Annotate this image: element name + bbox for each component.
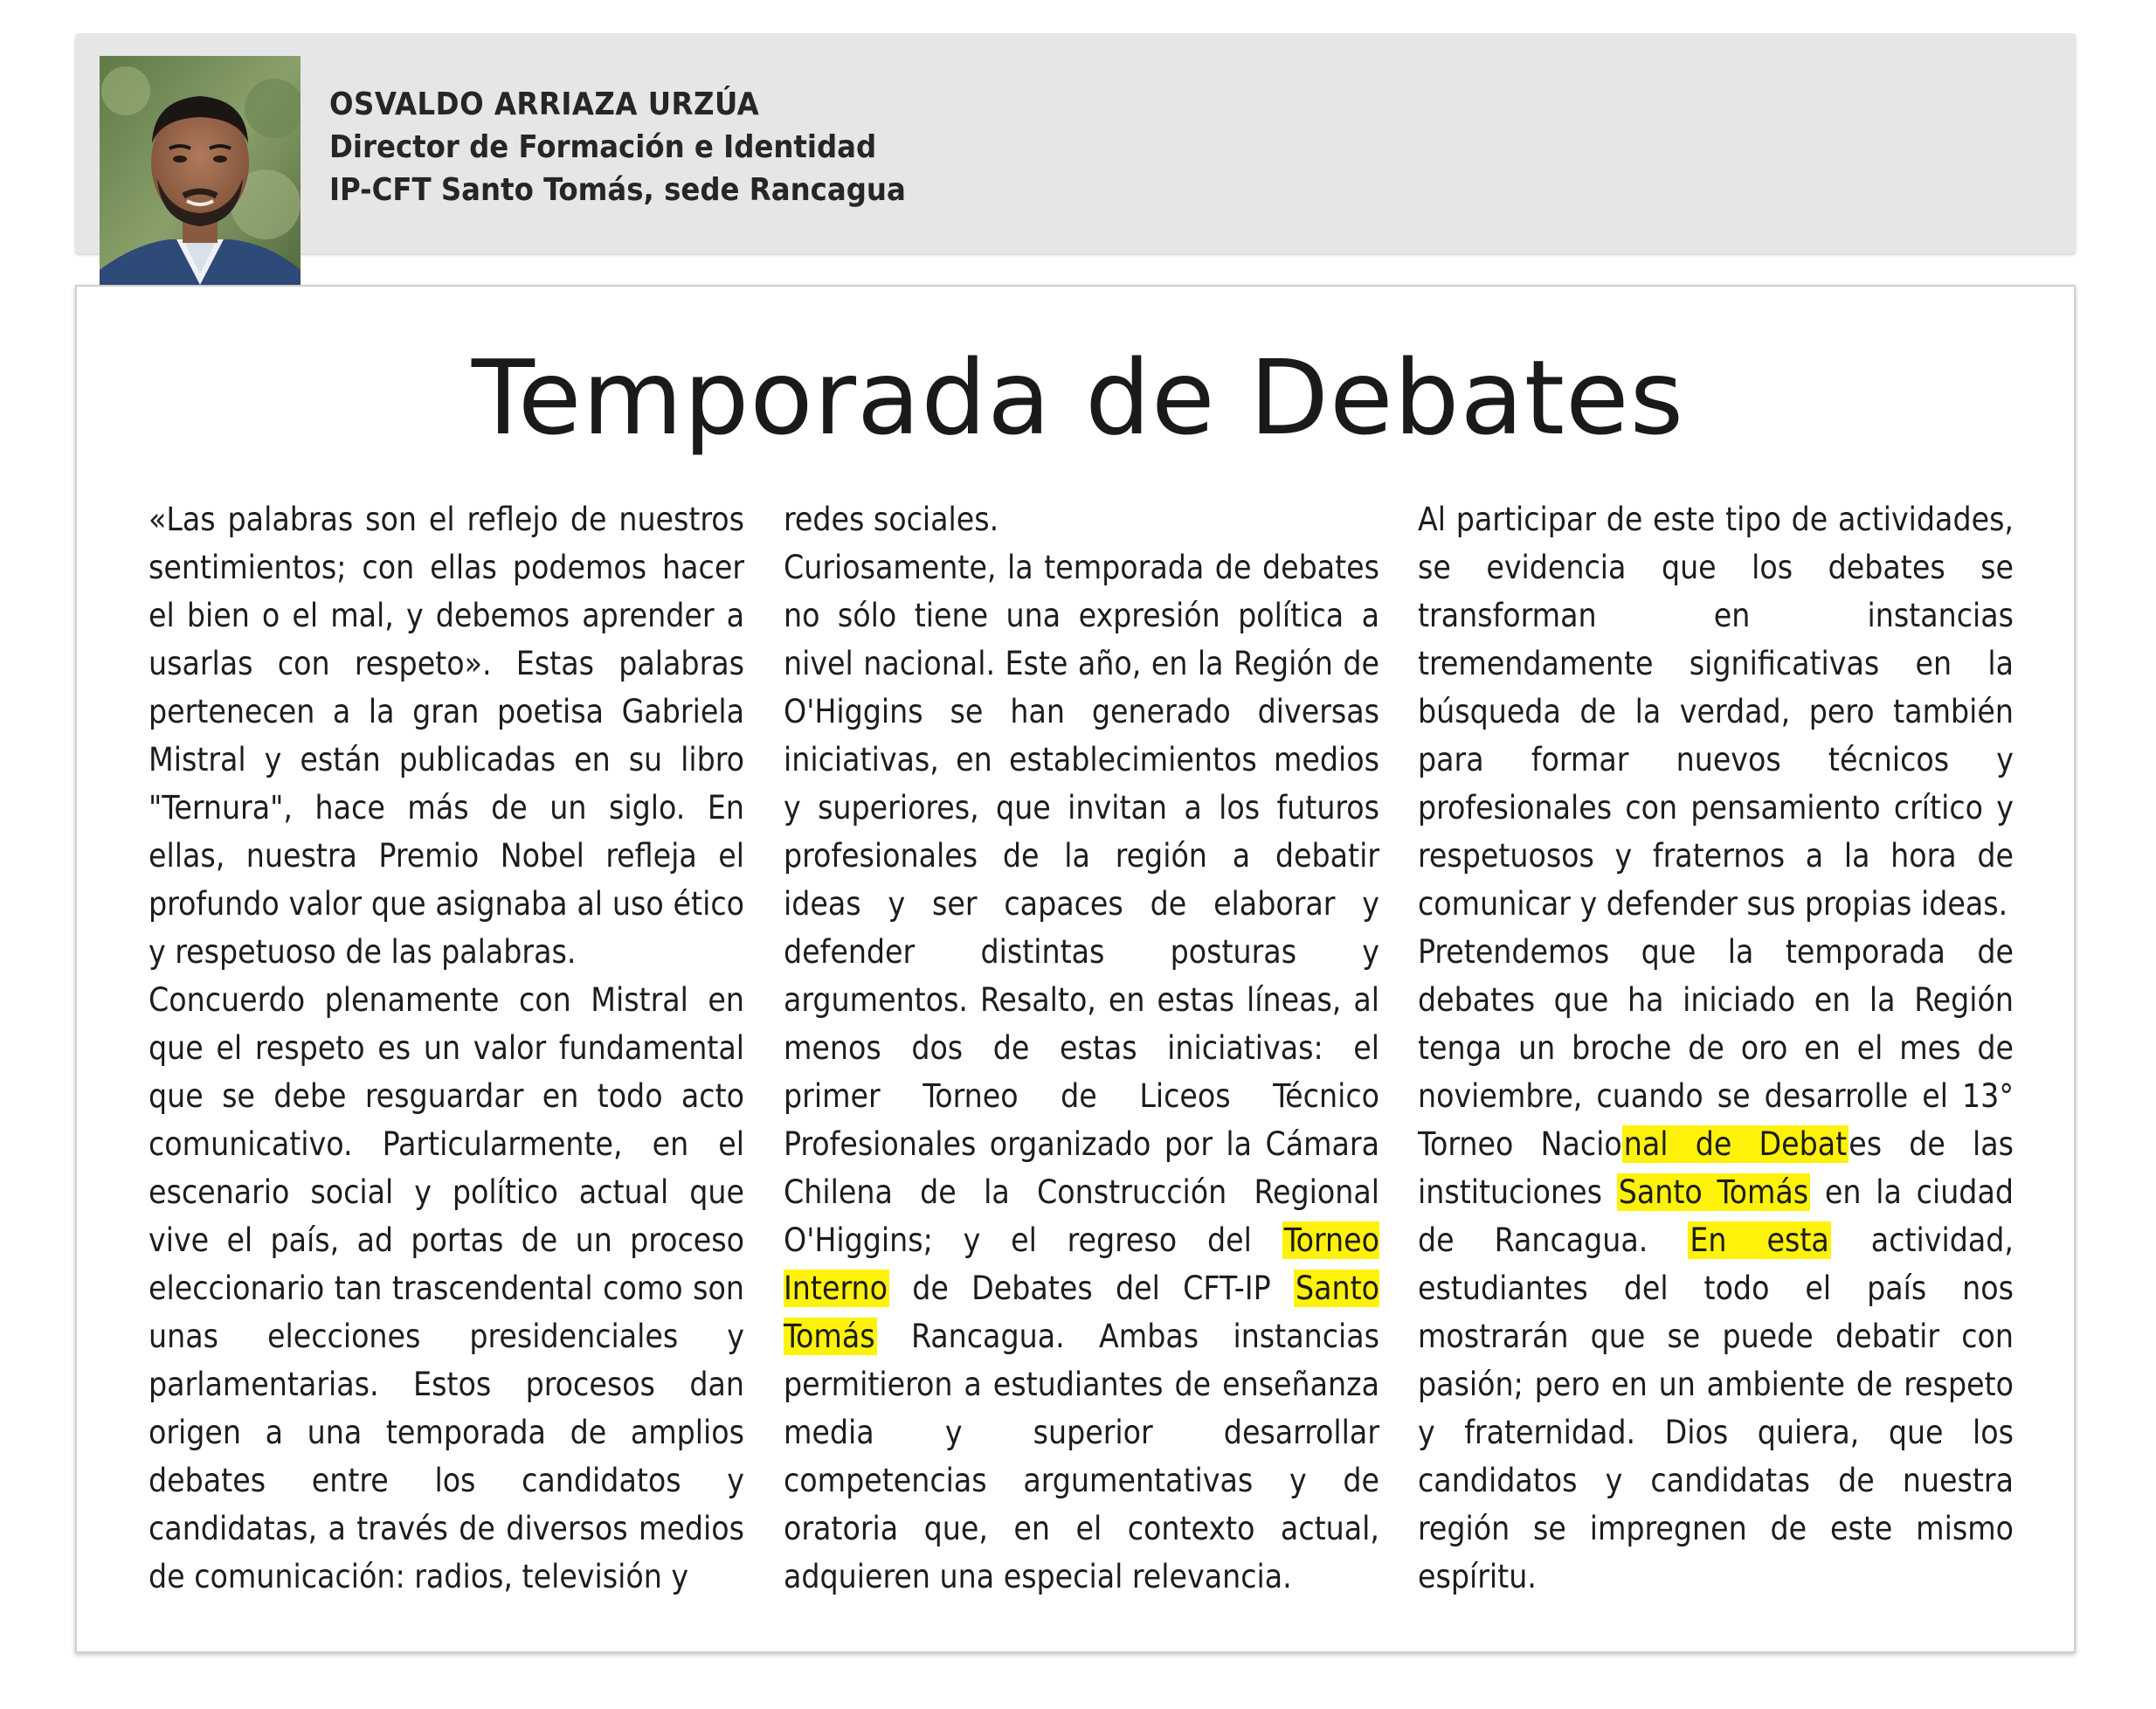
text-run: Rancagua. Ambas instancias permitieron a estudiantes de enseñanza media y superior desarrollar competencias argumentativas y de oratoria que, en el contexto actual, adquieren una especial relevancia. bbox=[784, 1318, 1379, 1595]
article-column-2 bbox=[784, 495, 1379, 1601]
article-title: Temporada de Debates bbox=[471, 337, 1685, 458]
highlighted-text: Santo Tomás bbox=[784, 1270, 1379, 1355]
author-role: Director de Formación e Identidad bbox=[329, 129, 877, 165]
paragraph: «Las palabras son el reflejo de nuestros sentimientos; con ellas podemos hacer el bien o el mal, y debemos aprender a usarlas con respeto». Estas palabras pertenecen a la gran poetisa Gabriela Mistral y están publicadas en su libro "Ternura", hace más de un siglo. En ellas, nuestra Premio Nobel refleja el profundo valor que asignaba al uso ético y respetuoso de las palabras. bbox=[149, 501, 744, 971]
article-column-1 bbox=[149, 495, 744, 1601]
paragraph bbox=[784, 543, 1379, 1601]
text-run: de Debates del CFT-IP bbox=[888, 1270, 1294, 1307]
paragraph: Concuerdo plenamente con Mistral en que el respeto es un valor fundamental que se debe resguardar en todo acto comunicativo. Particularmente, en el escenario social y político actual que vive el país, ad portas de un proceso eleccionario tan trascendental como son unas elecciones presidenciales y parlamentarias. Estos procesos dan origen a una temporada de amplios debates entre los candidatos y candidatas, a través de diversos medios de comunicación: radios, televisión y bbox=[149, 981, 744, 1595]
paragraph bbox=[1418, 928, 2014, 1601]
paragraph: redes sociales. bbox=[784, 501, 999, 538]
text-run: es de las instituciones bbox=[1418, 1125, 2014, 1211]
highlighted-text: Santo Tomás bbox=[1618, 1173, 1809, 1211]
author-name: OSVALDO ARRIAZA URZÚA bbox=[329, 86, 760, 122]
highlighted-text: En esta bbox=[1690, 1221, 1829, 1259]
paragraph: Al participar de este tipo de actividades, se evidencia que los debates se transforman en instancias tremendamente significativas en la búsqueda de la verdad, pero también para formar nuevos técnicos y profesionales con pensamiento crítico y respetuosos y fraternos a la hora de comunicar y defender sus propias ideas. bbox=[1418, 501, 2014, 923]
text-run: en la ciudad de Rancagua. bbox=[1418, 1173, 2014, 1259]
author-photo bbox=[100, 56, 301, 308]
article-column-3 bbox=[1418, 495, 2014, 1601]
highlighted-text: nal de Debat bbox=[1623, 1125, 1848, 1163]
highlighted-text: Torneo Interno bbox=[784, 1221, 1379, 1307]
author-portrait-image bbox=[100, 56, 301, 308]
byline bbox=[329, 83, 906, 211]
author-institution: IP-CFT Santo Tomás, sede Rancagua bbox=[329, 172, 906, 208]
text-run: Pretendemos que la temporada de debates que ha iniciado en la Región tenga un broche de oro en el mes de noviembre, cuando se desarrolle el 13° Torneo Nacio bbox=[1418, 933, 2014, 1163]
text-run: actividad, estudiantes del todo el país nos mostrarán que se puede debatir con pasión; pero en un ambiente de respeto y fraternidad. Dios quiera, que los candidatos y candidatas de nuestra región se impregnen de este mismo espíritu. bbox=[1418, 1221, 2014, 1595]
text-run: Curiosamente, la temporada de debates no sólo tiene una expresión política a nivel nacional. Este año, en la Región de O'Higgins se han generado diversas iniciativas, en establecimientos medios y superiores, que invitan a los futuros profesionales de la región a debatir ideas y ser capaces de elaborar y defender distintas posturas y argumentos. Resalto, en estas líneas, al menos dos de estas iniciativas: el primer Torneo de Liceos Técnico Profesionales organizado por la Cámara Chilena de la Construcción Regional O'Higgins; y el regreso del bbox=[784, 549, 1379, 1259]
